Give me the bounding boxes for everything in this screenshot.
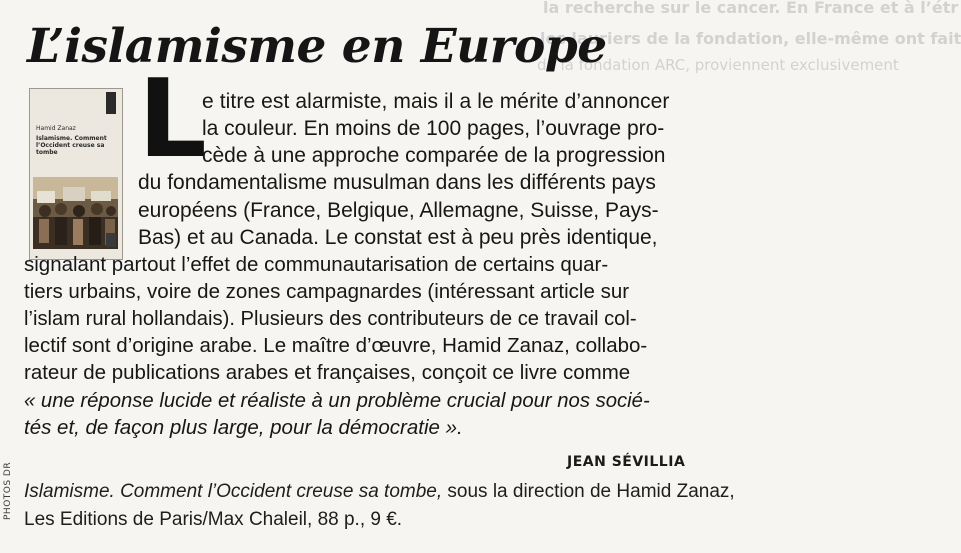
bleed-text-line-1: la recherche sur le cancer. En France et à l’étr bbox=[543, 0, 959, 17]
book-reference-line-2: Les Editions de Paris/Max Chaleil, 88 p., 9 €. bbox=[24, 509, 403, 530]
book-reference-line-1 bbox=[24, 480, 735, 504]
body-line: e titre est alarmiste, mais il a le mérite d’annoncer bbox=[202, 90, 670, 113]
body-line: l’islam rural hollandais). Plusieurs des contributeurs de ce travail col- bbox=[24, 308, 637, 330]
book-cover-image bbox=[29, 88, 123, 260]
body-line: la couleur. En moins de 100 pages, l’ouvrage pro- bbox=[202, 117, 665, 140]
body-line: rateur de publications arabes et françaises, conçoit ce livre comme bbox=[24, 361, 631, 384]
cover-author: Hamid Zanaz bbox=[36, 125, 76, 132]
body-line: du fondamentalisme musulman dans les différents pays bbox=[138, 171, 656, 194]
cover-title: Islamisme. Comment l’Occident creuse sa tombe bbox=[36, 135, 107, 156]
photo-credit: PHOTOS DR bbox=[3, 461, 13, 520]
body-line: lectif sont d’origine arabe. Le maître d’œuvre, Hamid Zanaz, collabo- bbox=[24, 334, 648, 357]
body-line: tiers urbains, voire de zones campagnardes (intéressant article sur bbox=[24, 280, 630, 303]
cover-badge bbox=[106, 92, 116, 114]
author-signature: JEAN SÉVILLIA bbox=[567, 454, 686, 470]
body-line: « une réponse lucide et réaliste à un problème crucial pour nos socié- bbox=[24, 390, 650, 412]
drop-cap: L bbox=[138, 57, 207, 182]
body-line: européens (France, Belgique, Allemagne, Suisse, Pays- bbox=[138, 199, 659, 222]
bleed-text-line-3: de la fondation ARC, proviennent exclusivement bbox=[537, 56, 899, 74]
book-title: Islamisme. Comment l’Occident creuse sa tombe, bbox=[24, 481, 443, 502]
book-editor: sous la direction de Hamid Zanaz, bbox=[442, 481, 735, 502]
publisher-logo bbox=[106, 233, 116, 247]
bleed-text-line-2: les lauriers de la fondation, elle-même ont fait bbox=[540, 29, 961, 48]
body-line: cède à une approche comparée de la progression bbox=[202, 144, 666, 167]
body-line: Bas) et au Canada. Le constat est à peu près identique, bbox=[138, 226, 658, 249]
body-line: tés et, de façon plus large, pour la démocratie ». bbox=[24, 416, 463, 439]
article-title: L’islamisme en Europe bbox=[27, 19, 607, 74]
body-line: signalant partout l’effet de communautarisation de certains quar- bbox=[24, 253, 609, 276]
